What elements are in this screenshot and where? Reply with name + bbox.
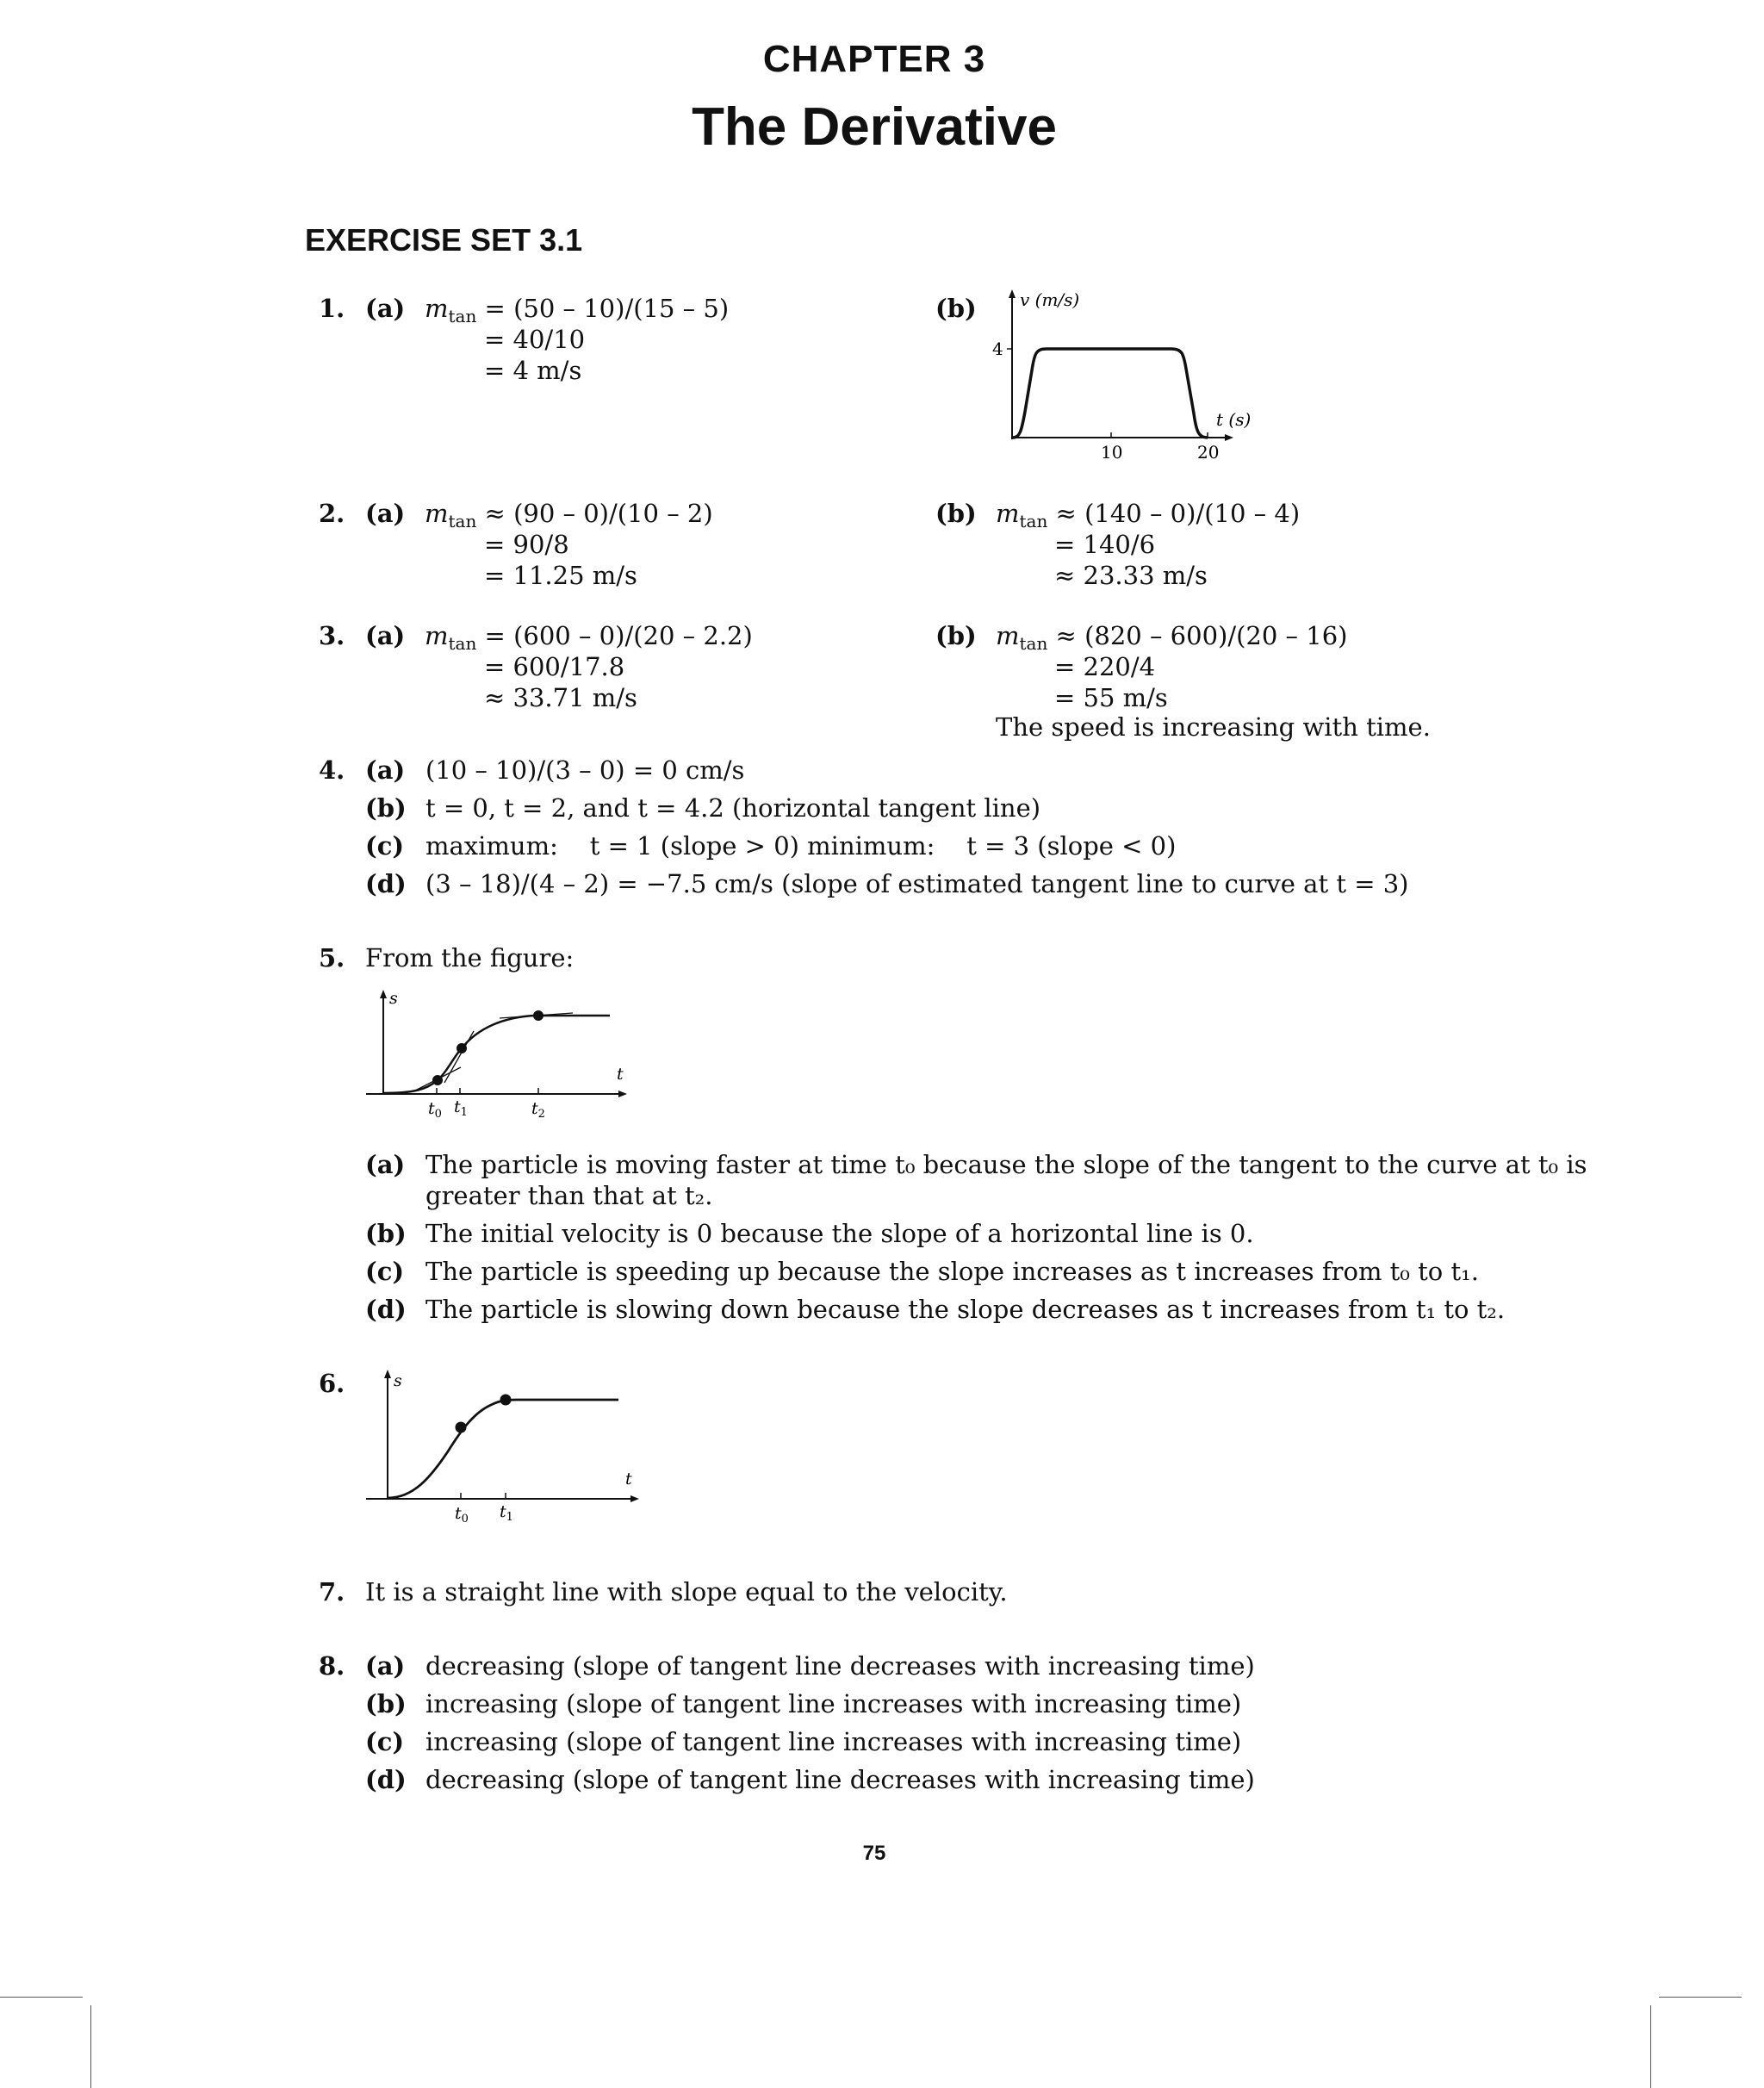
exercise-3a-label: (a) [365, 621, 406, 650]
exercise-2a-label: (a) [365, 499, 406, 528]
exercise-7-text: It is a straight line with slope equal to the velocity. [365, 1577, 1008, 1606]
exercise-2b-line-1: $m_{tan} \approx (140 - 0)/(10 - 4)$ [996, 499, 1301, 531]
crop-mark [1650, 2005, 1651, 2088]
exercise-2b-line-3: ≈ 23.33 m/s [1054, 561, 1208, 590]
exercise-2a-line-2: = 90/8 [484, 530, 569, 559]
exercise-1a-line-3: = 4 m/s [484, 356, 582, 385]
exercise-2a-line-3: = 11.25 m/s [484, 561, 637, 590]
chapter-title: The Derivative [692, 97, 1057, 157]
t1-label: $t_1$ [500, 1502, 513, 1524]
exercise-3a-line-3: ≈ 33.71 m/s [484, 683, 637, 712]
exercise-3-number: 3. [319, 621, 345, 650]
exercise-2b-line-2: = 140/6 [1054, 530, 1156, 559]
position-time-graph-ex6 [362, 1365, 646, 1529]
velocity-axis-label: v (m/s) [1020, 289, 1080, 310]
crop-mark [90, 2005, 91, 2088]
exercise-6-number: 6. [319, 1369, 345, 1398]
exercise-1-number: 1. [319, 294, 345, 323]
exercise-3b-conclusion: The speed is increasing with time. [996, 712, 1431, 742]
chapter-label: CHAPTER 3 [762, 38, 986, 80]
exercise-1b-label: (b) [935, 294, 977, 323]
s-axis-label: s [389, 989, 398, 1008]
exercise-3b-line-2: = 220/4 [1054, 652, 1156, 681]
velocity-time-graph [982, 284, 1266, 465]
time-axis-label: t (s) [1216, 409, 1252, 430]
exercise-1a-line-2: = 40/10 [484, 325, 586, 354]
exercise-3b-line-1: $m_{tan} \approx (820 - 600)/(20 - 16)$ [996, 621, 1348, 654]
page-number: 75 [862, 1842, 886, 1865]
exercise-1a-line-1: $m_{tan} = (50 - 10)/(15 - 5)$ [425, 294, 730, 326]
t-axis-label: t [625, 1470, 632, 1488]
exercise-2a-line-1: $m_{tan} \approx (90 - 0)/(10 - 2)$ [425, 499, 713, 531]
crop-mark [1659, 1997, 1742, 1998]
exercise-3a-line-1: $m_{tan} = (600 - 0)/(20 - 2.2)$ [425, 621, 753, 654]
exercise-3b-line-3: = 55 m/s [1054, 683, 1168, 712]
exercise-3b-label: (b) [935, 621, 977, 650]
crop-mark [0, 1997, 83, 1998]
exercise-5-number: 5. [319, 943, 345, 973]
time-tick-20: 20 [1197, 442, 1220, 463]
exercise-2b-label: (b) [935, 499, 977, 528]
s-axis-label: s [394, 1371, 402, 1390]
exercise-set-heading: EXERCISE SET 3.1 [305, 222, 583, 258]
t2-label: $t_2$ [531, 1099, 545, 1121]
t1-label: $t_1$ [454, 1097, 468, 1119]
position-time-graph-ex5 [362, 986, 637, 1124]
exercise-8-number: 8. [319, 1651, 345, 1681]
exercise-5-intro: From the figure: [365, 943, 575, 973]
exercise-3a-line-2: = 600/17.8 [484, 652, 625, 681]
t-axis-label: t [617, 1065, 624, 1084]
t0-label: $t_0$ [428, 1099, 442, 1121]
velocity-tick-4: 4 [992, 339, 1003, 359]
t0-label: $t_0$ [455, 1504, 469, 1526]
time-tick-10: 10 [1101, 442, 1123, 463]
exercise-7-number: 7. [319, 1577, 345, 1606]
exercise-4-number: 4. [319, 755, 345, 785]
exercise-1a-label: (a) [365, 294, 406, 323]
exercise-2-number: 2. [319, 499, 345, 528]
